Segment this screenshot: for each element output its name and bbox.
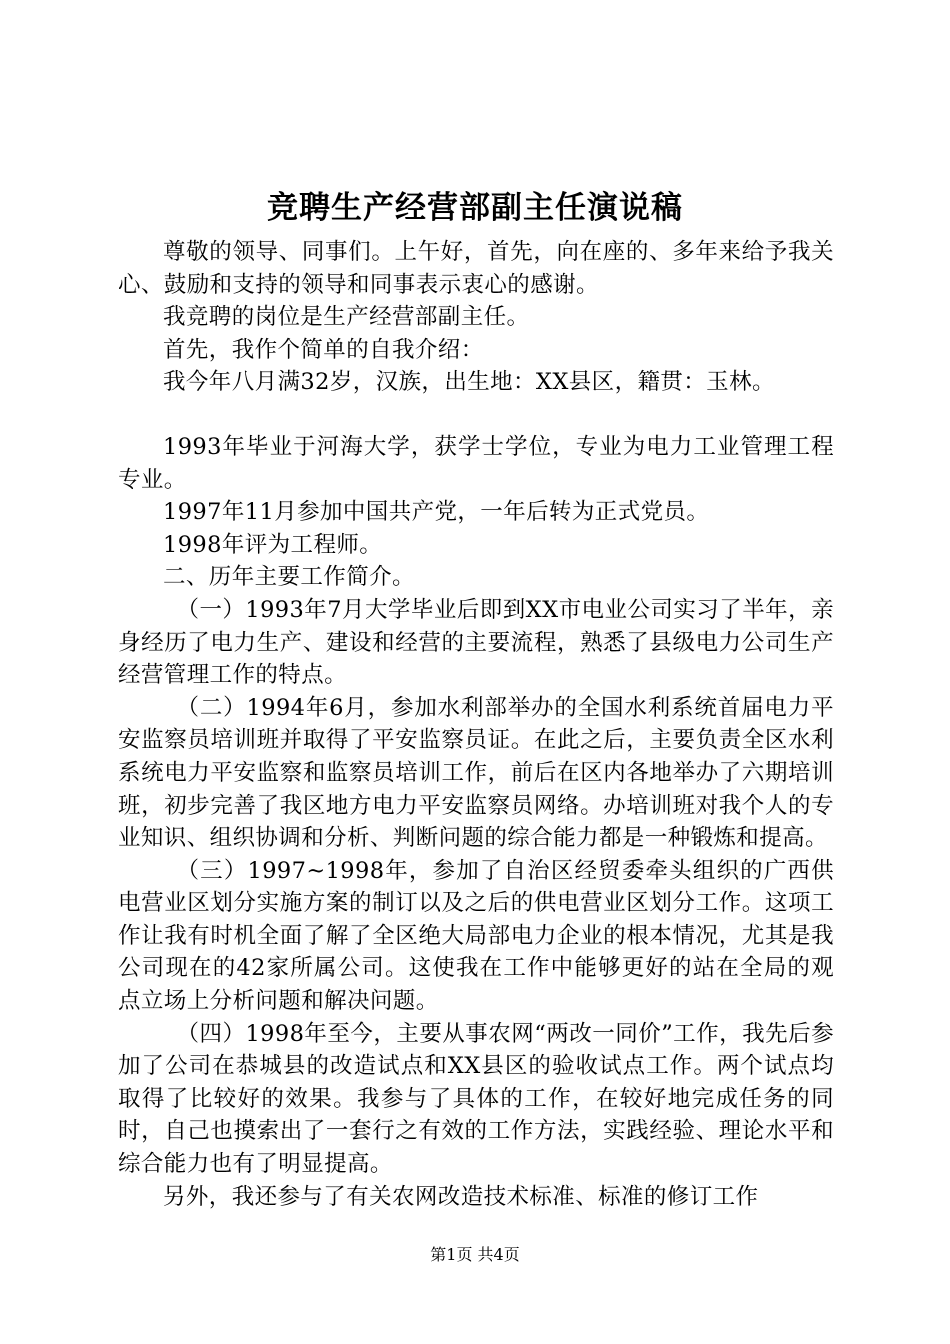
paragraph-intro: 首先，我作个简单的自我介绍： xyxy=(163,336,484,363)
paragraph-position: 我竞聘的岗位是生产经营部副主任。 xyxy=(163,304,530,331)
paragraph-work-3: （三）1997~1998年，参加了自治区经贸委牵头组织的广西供电营业区划分实施方案的制订以及之后的供电营业区划分工作。这项工作让我有时机全面了解了全区绝大局部电力企业的根本情况，尤其是我公司现在的42家所属公司。这使我在工作中能够更好的站在全局的观点立场上分析问题和解决问题。 xyxy=(118,857,834,1015)
paragraph-party: 1997年11月参加中国共产党，一年后转为正式党员。 xyxy=(163,499,710,526)
paragraph-engineer: 1998年评为工程师。 xyxy=(163,531,383,558)
paragraph-work-1: （一）1993年7月大学毕业后即到XX市电业公司实习了半年，亲身经历了电力生产、建设和经营的主要流程，熟悉了县级电力公司生产经营管理工作的特点。 xyxy=(118,596,834,689)
paragraph-section-heading: 二、历年主要工作简介。 xyxy=(163,564,415,591)
document-title: 竞聘生产经营部副主任演说稿 xyxy=(267,190,683,226)
paragraph-additional: 另外，我还参与了有关农网改造技术标准、标准的修订工作 xyxy=(163,1183,759,1210)
paragraph-greeting: 尊敬的领导、同事们。上午好，首先，向在座的、多年来给予我关心、鼓励和支持的领导和同事表示衷心的感谢。 xyxy=(118,239,834,298)
paragraph-education: 1993年毕业于河海大学，获学士学位，专业为电力工业管理工程专业。 xyxy=(118,433,834,493)
paragraph-personal-info: 我今年八月满32岁，汉族，出生地：XX县区，籍贯：玉林。 xyxy=(163,369,775,396)
document-body xyxy=(118,236,834,1213)
paragraph-work-4: （四）1998年至今，主要从事农网“两改一同价”工作，我先后参加了公司在恭城县的改造试点和XX县区的验收试点工作。两个试点均取得了比较好的效果。我参与了具体的工作，在较好地完成任务的同时，自己也摸索出了一套行之有效的工作方法，实践经验、理论水平和综合能力也有了明显提高。 xyxy=(118,1020,834,1178)
page-number-footer: 第1页 共4页 xyxy=(430,1245,520,1264)
paragraph-work-2: （二）1994年6月，参加水利部举办的全国水利系统首届电力平安监察员培训班并取得了平安监察员证。在此之后，主要负责全区水利系统电力平安监察和监察员培训工作，前后在区内各地举办了六期培训班，初步完善了我区地方电力平安监察员网络。办培训班对我个人的专业知识、组织协调和分析、判断问题的综合能力都是一种锻炼和提高。 xyxy=(118,694,834,852)
